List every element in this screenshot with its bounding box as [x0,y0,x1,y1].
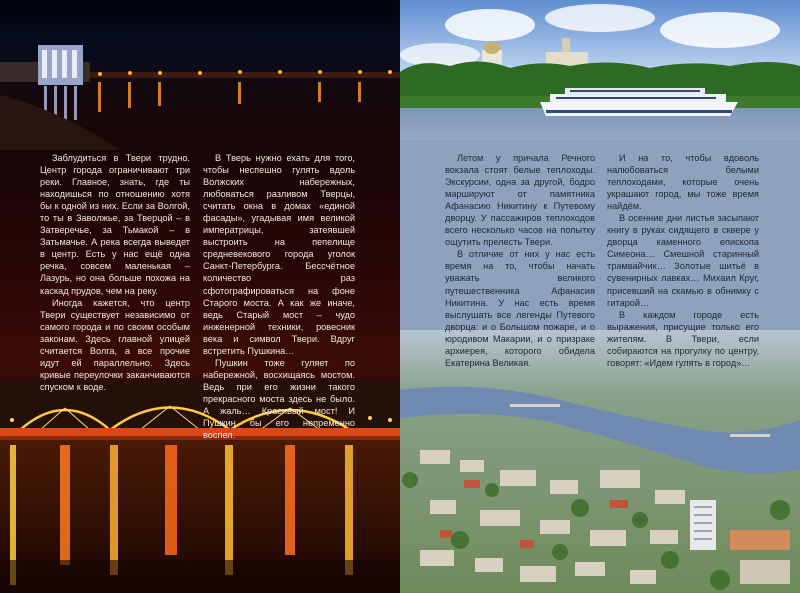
aerial-city-photo [400,330,800,593]
paragraph: Иногда кажется, что центр Твери существует независимо от самого города и по своим особым законам. Здесь главной улицей считается Волга, а все прочие идут ей параллельно. Здесь кривые переулочки заканчиваются спуском к воде. [40,297,190,392]
paragraph: Заблудиться в Твери трудно. Центр города ограничивают три реки. Главное, знать, где ты находишься по отношению хотя бы к одной из них. Если за Волгой, то ты в Заволжье, за Тверцой – в Затверечье, за Тьмакой – в Затьмачье. А река всегда выведет в центр. Есть у нас ещё одна речка, совсем маленькая – Лазурь, но она больше похожа на каскад прудов, чем на реку. [40,153,190,296]
paragraph: В каждом городе есть выражения, присущие только его жителям. В Твери, если собираются на прогулку по центру, говорят: «Идем гулять в город»… [607,309,759,368]
paragraph: В Тверь нужно ехать для того, чтобы неспешно гулять вдоль Волжских набережных, любоваться разливом Тверцы, считать окна в домах «единой фасады», угадывая имя великой императрицы, затеявшей выстроить на пепелище средневекового города уголок Санкт-Петербурга. Бессчётное количество раз сфотографироваться на фоне Старого моста. А как же иначе, ведь Старый мост – чудо инженерной техники, ровесник века и символ Твери. Вдруг встретить Пушкина… [203,153,355,356]
paragraph: Летом у причала Речного вокзала стоят белые теплоходы. Экскурсии, одна за другой, бодро маршируют от памятника Афанасию Никитину к Путевому дворцу. У пассажиров теплоходов всего несколько часов на попытку ощутить прелесть Твери. [445,153,595,248]
night-embankment-photo [0,0,400,150]
left-column-1 [40,152,190,393]
paragraph: В осенние дни листья засыпают книгу в руках сидящего в сквере у дворца каменного епископа Симеона… Смешной старинный трамвайчик… Золотые шитьё в сувенирных лавках… Михаил Круг, присевший на скамью в обнимку с гитарой… [607,213,759,308]
paragraph: В отличие от них у нас есть время на то, чтобы начать уважать великого путешественника Афанасия Никитина. У нас есть время выслушать все легенды Путевого дворца: и о Большом пожаре, и о юродивом Макарии, и о призраке архиерея, которого обидела Екатерина Великая. [445,249,595,368]
right-page [400,0,800,593]
river-station-photo [400,0,800,140]
right-column-2 [607,152,759,369]
paragraph: Пушкин тоже гуляет по набережной, восхищаясь мостом. Ведь при его жизни такого прекрасного моста здесь не было. А жаль… Красивый мост! И Пушкин бы его непременно воспел. [203,357,355,441]
right-column-1 [445,152,595,369]
left-column-2 [203,152,355,441]
paragraph: И на то, чтобы вдоволь налюбоваться белыми теплоходами, которые очень украшают город, мы тоже время найдём. [607,153,759,212]
